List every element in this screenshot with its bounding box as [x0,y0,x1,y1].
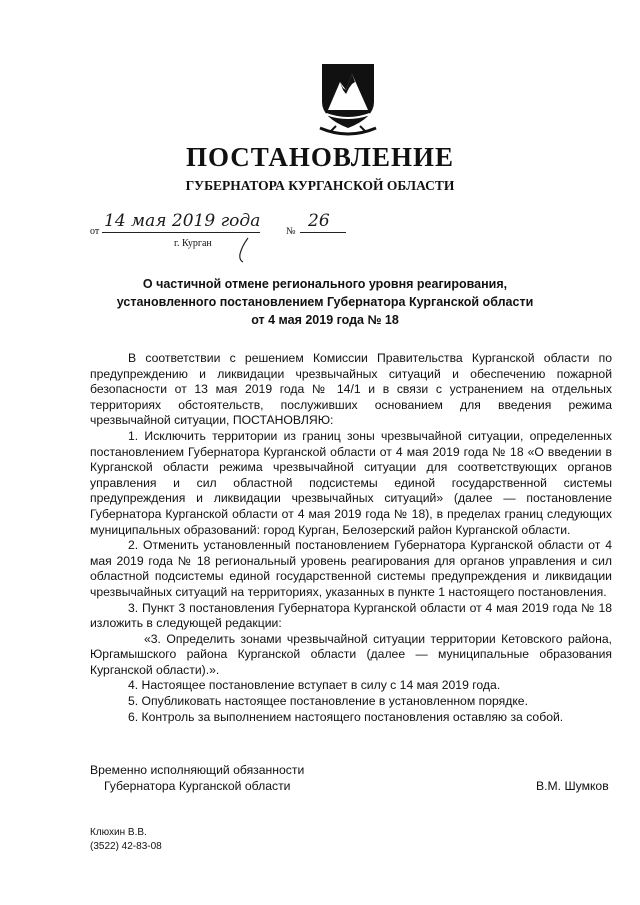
document-heading [90,275,560,329]
document-title: ПОСТАНОВЛЕНИЕ [185,142,455,172]
signer-name: В.М. Шумков [536,779,609,793]
document-subtitle: ГУБЕРНАТОРА КУРГАНСКОЙ ОБЛАСТИ [185,178,455,193]
item-1: 1. Исключить территории из границ зоны чрезвычайной ситуации, определенных постановлением Губернатора Курганской области от 4 мая 2019 года № 18 «О введении в Курганской области режима чрезвычайной ситуации для соответствующих органов управления и сил областной подсистемы единой государственной системы предупреждения и ликвидации чрезвычайных ситуаций» (далее — постановление Губернатора Курганской области от 4 мая 2019 года № 18), в пределах границ следующих муниципальных образований: город Курган, Белозерский район Курганской области. [90,428,612,537]
executor-name: Клюхин В.В. [90,827,147,838]
signer-position-line1: Временно исполняющий обязанности [90,763,305,777]
number-prefix: № [286,226,296,237]
executor-contact [90,826,162,854]
handwritten-stroke-icon [234,236,254,264]
city-label: г. Курган [174,238,212,249]
signer-position-line2: Губернатора Курганской области [104,779,291,793]
heading-line: от 4 мая 2019 года № 18 [251,313,399,327]
intro-paragraph: В соответствии с решением Комиссии Правительства Курганской области по предупреждению и ликвидации чрезвычайных ситуаций и обеспечению пожарной безопасности от 13 мая 2019 года № 14/1 и в связи с устранением на отдельных территориях обстоятельств, послуживших основанием для введения режима чрезвычайной ситуации, ПОСТАНОВЛЯЮ: [90,351,612,428]
number-underline [300,232,346,233]
coat-of-arms-icon [318,58,378,136]
item-2: 2. Отменить установленный постановлением Губернатора Курганской области от 4 мая 2019 года № 18 региональный уровень реагирования для органов управления и сил областной подсистемы единой государственной системы предупреждения и ликвидации чрезвычайных ситуаций на территориях, указанных в пункте 1 настоящего постановления. [90,538,612,599]
heading-line: О частичной отмене регионального уровня реагирования, [142,277,508,291]
number-value: 26 [308,211,330,231]
date-underline [102,232,260,233]
item-6: 6. Контроль за выполнением настоящего постановления оставляю за собой. [128,709,564,724]
item-4: 4. Настоящее постановление вступает в силу с 14 мая 2019 года. [128,678,501,693]
item-5: 5. Опубликовать настоящее постановление в установленном порядке. [128,694,528,709]
executor-phone: (3522) 42-83-08 [90,841,162,852]
date-prefix: от [90,226,100,237]
item-3: 3. Пункт 3 постановления Губернатора Курганской области от 4 мая 2019 года № 18 изложить в следующей редакции: [90,600,612,631]
document-body [90,351,612,725]
item-3-quote: «3. Определить зонами чрезвычайной ситуации территории Кетовского района, Юргамышского района Курганской области (далее — муниципальные образования Курганской области).». [90,631,612,677]
heading-line: установленного постановлением Губернатора Курганской области [116,295,534,309]
date-value: 14 мая 2019 года [104,211,261,231]
